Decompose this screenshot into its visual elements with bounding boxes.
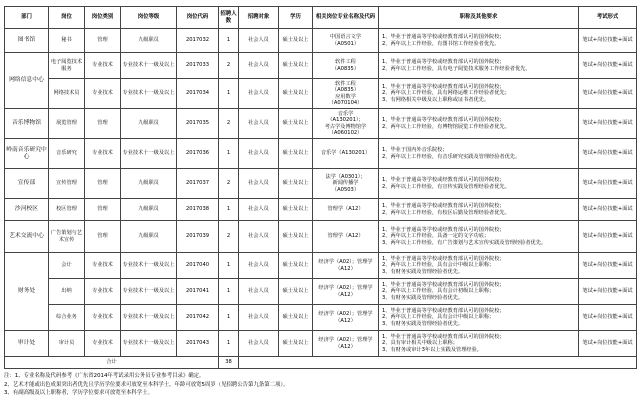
code-cell: 2017040 <box>177 253 219 279</box>
req-cell: 1、毕业于普通高等学校或经教育部认可的国外院校； 2、两年以上工作经验，具有网络运维工作经验者优先； 3、有网络相关中级及以上职称或证书者优先。 <box>379 79 579 109</box>
edu-cell: 硕士及以上 <box>279 139 313 169</box>
code-cell: 2017032 <box>177 29 219 53</box>
category-cell: 管理 <box>85 169 121 199</box>
level-cell: 九级职员 <box>121 169 177 199</box>
post-cell: 宣传管理 <box>49 169 85 199</box>
level-cell: 专业技术十一级及以上 <box>121 331 177 357</box>
total-label: 合计 <box>5 357 219 369</box>
recruitment-table <box>4 6 637 369</box>
major-cell: 经济学（A02）；管理学 （A12） <box>313 305 379 331</box>
exam-cell: 笔试+岗位技能+面试 <box>579 139 637 169</box>
level-cell: 专业技术十一级及以上 <box>121 305 177 331</box>
major-cell: 经济学（A02）；管理学 （A12） <box>313 253 379 279</box>
post-cell: 会计 <box>49 253 85 279</box>
department-cell: 财务处 <box>5 253 49 331</box>
count-cell: 2 <box>219 53 239 79</box>
level-cell: 九级职员 <box>121 199 177 221</box>
note-3: 3、有副高级及以上职称者，学历学位要求可放宽至本科学士。 <box>4 390 153 397</box>
header-cell: 考试形式 <box>579 7 637 29</box>
target-cell: 社会人员 <box>239 253 279 279</box>
edu-cell: 硕士及以上 <box>279 253 313 279</box>
total-empty <box>239 357 637 369</box>
header-cell: 岗位类别 <box>85 7 121 29</box>
post-cell: 音乐研究 <box>49 139 85 169</box>
code-cell: 2017039 <box>177 221 219 253</box>
code-cell: 2017038 <box>177 199 219 221</box>
header-cell: 岗位 <box>49 7 85 29</box>
post-cell: 秘书 <box>49 29 85 53</box>
category-cell: 专业技术 <box>85 305 121 331</box>
exam-cell: 笔试+岗位技能+面试 <box>579 53 637 79</box>
department-cell: 岭南音乐研究中心 <box>5 139 49 169</box>
total-count: 38 <box>219 357 239 369</box>
table-row <box>5 221 637 253</box>
target-cell: 社会人员 <box>239 53 279 79</box>
major-cell: 中国语言文学 （A0501） <box>313 29 379 53</box>
major-cell: 软件工程 （A0835） 应用数学 （A070104） <box>313 79 379 109</box>
edu-cell: 硕士及以上 <box>279 305 313 331</box>
edu-cell: 硕士及以上 <box>279 29 313 53</box>
post-cell: 出纳 <box>49 279 85 305</box>
req-cell: 1、毕业于普通高等学校或经教育部认可的国外院校； 2、两年以上工作经验，有宣传实践及管理经验者优先。 <box>379 169 579 199</box>
post-cell: 综合业务 <box>49 305 85 331</box>
table-row <box>5 109 637 139</box>
category-cell: 专业技术 <box>85 331 121 357</box>
major-cell: 经济学（A02）；管理学 （A12） <box>313 331 379 357</box>
category-cell: 专业技术 <box>85 53 121 79</box>
header-cell: 学历 <box>279 7 313 29</box>
target-cell: 社会人员 <box>239 331 279 357</box>
header-cell: 招聘对象 <box>239 7 279 29</box>
req-cell: 1、毕业于普通高等学校或经教育部认可的国外院校； 2、两年以上工作经验，具有电子阅览技术服务工作经验者优先。 <box>379 53 579 79</box>
target-cell: 社会人员 <box>239 169 279 199</box>
code-cell: 2017041 <box>177 279 219 305</box>
req-cell: 1、毕业于普通高等学校或经教育部认可的国外院校； 2、两年以上工作经验，有博物馆展览工作经验者优先。 <box>379 109 579 139</box>
category-cell: 管理 <box>85 221 121 253</box>
edu-cell: 硕士及以上 <box>279 79 313 109</box>
level-cell: 专业技术十一级及以上 <box>121 139 177 169</box>
major-cell: 法学（A0301）； 新闻传播学 （A0503） <box>313 169 379 199</box>
header-cell: 岗位代码 <box>177 7 219 29</box>
note-2: 2、艺术才能或出色成果突出者优先且学历学位要求可放宽至本科学士，年龄可放宽5周岁（见招聘公告第九条第二项）。 <box>4 381 289 388</box>
count-cell: 2 <box>219 169 239 199</box>
category-cell: 专业技术 <box>85 79 121 109</box>
count-cell: 1 <box>219 29 239 53</box>
category-cell: 专业技术 <box>85 139 121 169</box>
post-cell: 广告策划与艺术宣传 <box>49 221 85 253</box>
major-cell: 音乐学 （A130201）； 考古学及博物馆学 （A060102） <box>313 109 379 139</box>
req-cell: 1、毕业于普通高等学校或经教育部认可的国外院校； 2、两年以上工作经验，有图书馆工作经验者优先。 <box>379 29 579 53</box>
target-cell: 社会人员 <box>239 305 279 331</box>
exam-cell: 笔试+岗位技能+面试 <box>579 253 637 279</box>
post-cell: 展览管理 <box>49 109 85 139</box>
exam-cell: 笔试+岗位技能+面试 <box>579 279 637 305</box>
code-cell: 2017033 <box>177 53 219 79</box>
exam-cell: 笔试+岗位技能+面试 <box>579 331 637 357</box>
header-cell: 岗位等级 <box>121 7 177 29</box>
level-cell: 九级职员 <box>121 109 177 139</box>
target-cell: 社会人员 <box>239 109 279 139</box>
count-cell: 1 <box>219 331 239 357</box>
exam-cell: 笔试+岗位技能+面试 <box>579 199 637 221</box>
post-cell: 网络技术员 <box>49 79 85 109</box>
count-cell: 1 <box>219 305 239 331</box>
level-cell: 九级职员 <box>121 221 177 253</box>
department-cell: 审计处 <box>5 331 49 357</box>
notes <box>4 372 636 398</box>
edu-cell: 硕士及以上 <box>279 53 313 79</box>
major-cell: 软件工程 （A0835） <box>313 53 379 79</box>
post-cell: 电子阅览技术服务 <box>49 53 85 79</box>
exam-cell: 笔试+岗位技能+面试 <box>579 109 637 139</box>
level-cell: 专业技术十一级及以上 <box>121 79 177 109</box>
post-cell: 校区管理 <box>49 199 85 221</box>
major-cell: 管理学（A12） <box>313 199 379 221</box>
table-row <box>5 279 637 305</box>
code-cell: 2017036 <box>177 139 219 169</box>
table-row <box>5 29 637 53</box>
target-cell: 社会人员 <box>239 221 279 253</box>
major-cell: 经济学（A02）；管理学 （A12） <box>313 279 379 305</box>
level-cell: 专业技术十一级及以上 <box>121 279 177 305</box>
level-cell: 九级职员 <box>121 29 177 53</box>
req-cell: 1、毕业于国内外音乐院校； 2、两年以上工作经验，有音乐研究实践及管理经验者优先。 <box>379 139 579 169</box>
req-cell: 1、毕业于普通高等学校或经教育部认可的国外院校； 2、两年以上工作经验，具备一定的文字功底； 3、两年以上工作经验，有广告策划与艺术宣传实践及管理经验者优先。 <box>379 221 579 253</box>
department-cell: 宣传部 <box>5 169 49 199</box>
post-cell: 审计员 <box>49 331 85 357</box>
code-cell: 2017034 <box>177 79 219 109</box>
category-cell: 管理 <box>85 29 121 53</box>
count-cell: 1 <box>219 199 239 221</box>
table-row <box>5 305 637 331</box>
edu-cell: 硕士及以上 <box>279 109 313 139</box>
major-cell: 音乐学（A130201） <box>313 139 379 169</box>
req-cell: 1、毕业于普通高等学校或经教育部认可的国外院校； 2、两年以上工作经验，具有会计中级以上职称； 3、有财务实践及管理经验者优先。 <box>379 253 579 279</box>
table-row <box>5 331 637 357</box>
edu-cell: 硕士及以上 <box>279 199 313 221</box>
note-1: 注：1、专业名称及代码参考《广东省2014年考试录用公务员专业参考目录》确定。 <box>4 373 205 379</box>
count-cell: 2 <box>219 221 239 253</box>
exam-cell: 笔试+岗位技能+面试 <box>579 305 637 331</box>
edu-cell: 硕士及以上 <box>279 279 313 305</box>
header-cell: 相关岗位专业名称及代码 <box>313 7 379 29</box>
req-cell: 1、毕业于普通高等学校或经教育部认可的国外院校； 2、两年以上工作经验，具有会计初级以上职称； 3、有财务实践及管理经验者优先。 <box>379 279 579 305</box>
table-header <box>5 7 637 29</box>
req-cell: 1、毕业于普通高等学校或经教育部认可的国外院校； 2、具有审计相关中级以上职称； 3、有财务或审计3年以上实践及管理经验。 <box>379 331 579 357</box>
header-cell: 部门 <box>5 7 49 29</box>
count-cell: 1 <box>219 79 239 109</box>
category-cell: 专业技术 <box>85 253 121 279</box>
target-cell: 社会人员 <box>239 279 279 305</box>
req-cell: 1、毕业于普通高等学校或经教育部认可的国外院校； 2、两年以上工作经验，有校区后勤及管理经验者优先。 <box>379 199 579 221</box>
exam-cell: 笔试+岗位技能+面试 <box>579 221 637 253</box>
code-cell: 2017042 <box>177 305 219 331</box>
count-cell: 2 <box>219 109 239 139</box>
category-cell: 管理 <box>85 109 121 139</box>
exam-cell: 笔试+岗位技能+面试 <box>579 29 637 53</box>
header-cell: 职称及其他要求 <box>379 7 579 29</box>
table-row <box>5 53 637 79</box>
category-cell: 专业技术 <box>85 279 121 305</box>
exam-cell: 笔试+岗位技能+面试 <box>579 169 637 199</box>
req-cell: 1、毕业于普通高等学校或经教育部认可的国外院校； 2、两年以上工作经验，具有会计中级以上职称； 3、有财务实践及管理经验者优先。 <box>379 305 579 331</box>
code-cell: 2017037 <box>177 169 219 199</box>
target-cell: 社会人员 <box>239 199 279 221</box>
edu-cell: 硕士及以上 <box>279 169 313 199</box>
table-row <box>5 253 637 279</box>
department-cell: 图书馆 <box>5 29 49 53</box>
code-cell: 2017043 <box>177 331 219 357</box>
edu-cell: 硕士及以上 <box>279 221 313 253</box>
table-body <box>5 29 637 369</box>
department-cell: 音乐博物馆 <box>5 109 49 139</box>
target-cell: 社会人员 <box>239 139 279 169</box>
total-row <box>5 357 637 369</box>
level-cell: 专业技术十一级及以上 <box>121 253 177 279</box>
table-row <box>5 139 637 169</box>
header-cell: 招聘人数 <box>219 7 239 29</box>
table-row <box>5 79 637 109</box>
department-cell: 网络信息中心 <box>5 53 49 109</box>
department-cell: 沙河校区 <box>5 199 49 221</box>
exam-cell: 笔试+岗位技能+面试 <box>579 79 637 109</box>
count-cell: 1 <box>219 139 239 169</box>
count-cell: 1 <box>219 279 239 305</box>
edu-cell: 硕士及以上 <box>279 331 313 357</box>
count-cell: 1 <box>219 253 239 279</box>
code-cell: 2017035 <box>177 109 219 139</box>
category-cell: 管理 <box>85 199 121 221</box>
table-row <box>5 199 637 221</box>
target-cell: 社会人员 <box>239 29 279 53</box>
table-row <box>5 169 637 199</box>
level-cell: 专业技术十一级及以上 <box>121 53 177 79</box>
major-cell: 管理学（A12） <box>313 221 379 253</box>
target-cell: 社会人员 <box>239 79 279 109</box>
department-cell: 艺术交流中心 <box>5 221 49 253</box>
